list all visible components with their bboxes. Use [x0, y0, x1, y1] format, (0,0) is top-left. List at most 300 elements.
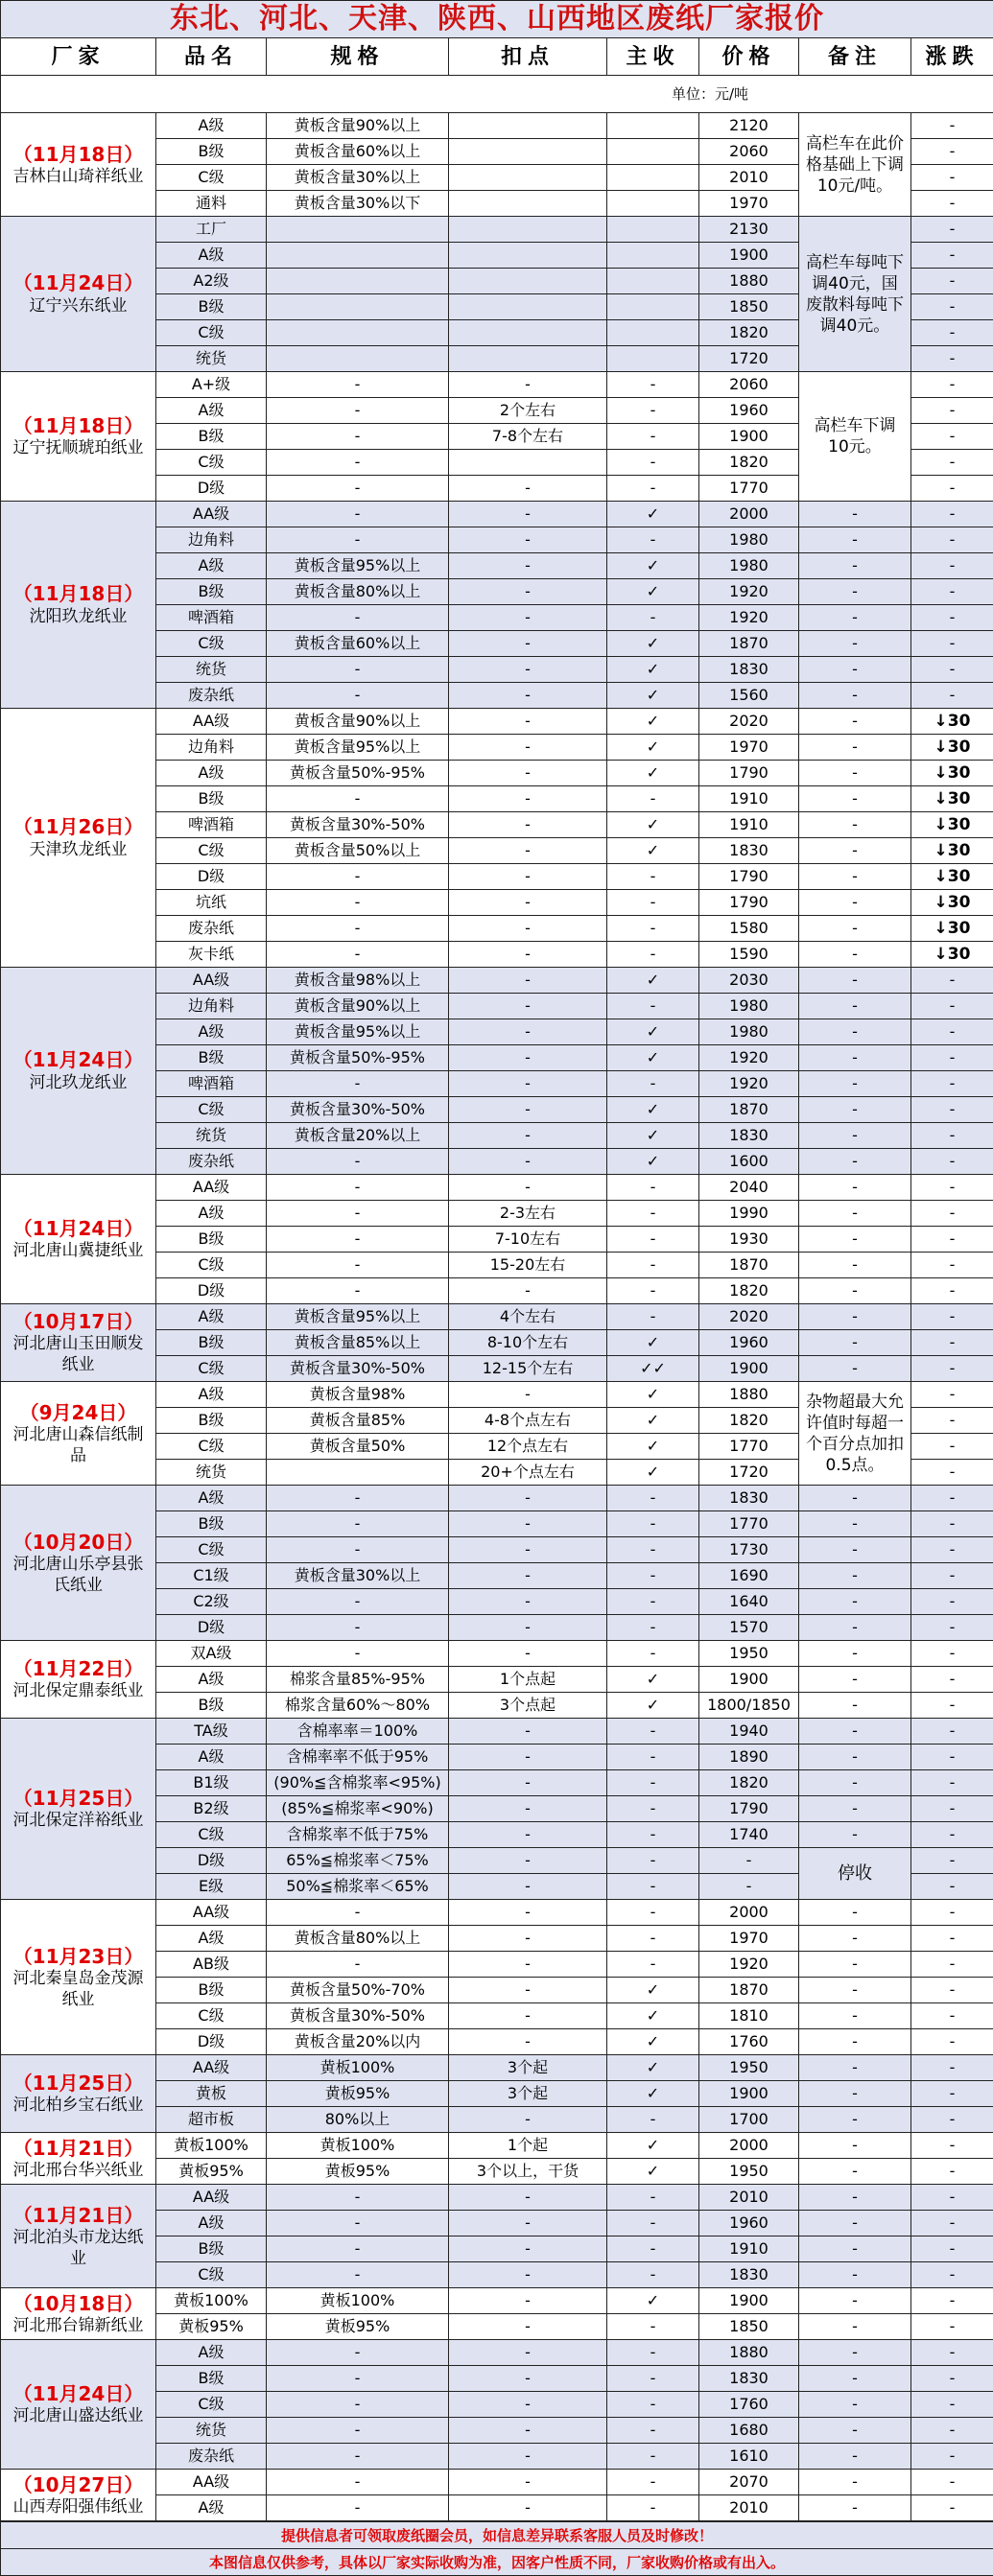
factory-date: （11月23日） — [1, 1945, 155, 1968]
spec-cell: 黄板含量80%以上 — [267, 1926, 449, 1952]
table-row — [1, 2055, 993, 2081]
factory-name: 河北柏乡宝石纸业 — [1, 2095, 155, 2116]
deduct-cell — [449, 450, 607, 476]
note-cell: - — [799, 2029, 911, 2055]
grade-cell: B级 — [156, 786, 267, 812]
spec-cell: 黄板含量98%以上 — [267, 968, 449, 994]
price-cell: 1740 — [699, 1822, 799, 1848]
main-cell: - — [607, 890, 699, 916]
main-cell: - — [607, 398, 699, 424]
main-cell: ✓ — [607, 968, 699, 994]
grade-cell: AA级 — [156, 1175, 267, 1201]
main-cell: ✓ — [607, 579, 699, 605]
deduct-cell: - — [449, 1019, 607, 1045]
factory-cell — [1, 217, 156, 372]
note-cell: - — [799, 1019, 911, 1045]
main-cell: - — [607, 942, 699, 968]
main-cell: ✓ — [607, 709, 699, 735]
spec-cell: 黄板含量50%-95% — [267, 761, 449, 786]
main-cell — [607, 165, 699, 191]
factory-name: 河北玖龙纸业 — [1, 1071, 155, 1094]
main-cell: ✓ — [607, 1382, 699, 1408]
table-row — [1, 1486, 993, 1511]
change-cell: - — [911, 294, 993, 320]
note-cell: 高栏车下调10元。 — [799, 372, 911, 502]
grade-cell: AA级 — [156, 502, 267, 527]
note-cell: - — [799, 502, 911, 527]
main-cell: ✓ — [607, 838, 699, 864]
grade-cell: B级 — [156, 294, 267, 320]
spec-cell: 黄板95% — [267, 2159, 449, 2185]
main-cell: ✓ — [607, 1019, 699, 1045]
spec-cell: 黄板95% — [267, 2081, 449, 2107]
change-cell: - — [911, 1874, 993, 1900]
note-cell: 高栏车在此价格基础上下调10元/吨。 — [799, 113, 911, 217]
factory-cell — [1, 113, 156, 217]
main-cell: ✓ — [607, 2288, 699, 2314]
deduct-cell: - — [449, 1926, 607, 1952]
price-cell: 1850 — [699, 294, 799, 320]
main-cell: - — [607, 1201, 699, 1227]
grade-cell: A级 — [156, 2211, 267, 2236]
grade-cell: 边角料 — [156, 994, 267, 1019]
note-cell: - — [799, 812, 911, 838]
note-cell: - — [799, 1667, 911, 1693]
factory-date: （10月20日） — [1, 1531, 155, 1554]
grade-cell: B2级 — [156, 1796, 267, 1822]
factory-date: （11月24日） — [1, 271, 155, 294]
main-cell: - — [607, 1874, 699, 1900]
column-header: 规格 — [267, 38, 449, 76]
factory-date: （11月24日） — [1, 1217, 155, 1240]
deduct-cell: - — [449, 1537, 607, 1563]
note-cell: - — [799, 1071, 911, 1097]
main-cell — [607, 113, 699, 139]
table-row — [1, 1900, 993, 1926]
note-cell: - — [799, 2081, 911, 2107]
price-cell: 1700 — [699, 2107, 799, 2133]
main-cell: - — [607, 2470, 699, 2495]
note-cell: - — [799, 2288, 911, 2314]
note-cell: - — [799, 1822, 911, 1848]
change-cell: ↓30 — [911, 761, 993, 786]
price-cell: 2010 — [699, 2185, 799, 2211]
note-cell: - — [799, 1097, 911, 1123]
note-cell: - — [799, 1926, 911, 1952]
spec-cell: - — [267, 1537, 449, 1563]
deduct-cell: - — [449, 2003, 607, 2029]
change-cell: - — [911, 1149, 993, 1175]
main-cell: ✓ — [607, 1460, 699, 1486]
spec-cell: 黄板含量30%-50% — [267, 1356, 449, 1382]
change-cell: - — [911, 631, 993, 657]
table-row — [1, 502, 993, 527]
factory-name: 河北邢台锦新纸业 — [1, 2315, 155, 2336]
price-cell: 1960 — [699, 2211, 799, 2236]
spec-cell: - — [267, 2340, 449, 2366]
price-cell: 1930 — [699, 1227, 799, 1253]
main-cell: - — [607, 1175, 699, 1201]
deduct-cell: - — [449, 1848, 607, 1874]
price-cell: 1940 — [699, 1719, 799, 1745]
price-cell: 1720 — [699, 1460, 799, 1486]
price-cell: 1810 — [699, 2003, 799, 2029]
factory-cell — [1, 968, 156, 1175]
main-cell: ✓ — [607, 683, 699, 709]
change-cell: - — [911, 113, 993, 139]
note-cell: - — [799, 1123, 911, 1149]
factory-name: 辽宁兴东纸业 — [1, 294, 155, 317]
note-cell: - — [799, 1304, 911, 1330]
main-cell: ✓ — [607, 2003, 699, 2029]
price-cell: 2040 — [699, 1175, 799, 1201]
grade-cell: 统货 — [156, 1460, 267, 1486]
price-cell: 1820 — [699, 320, 799, 346]
spec-cell: 黄板含量30%-50% — [267, 812, 449, 838]
deduct-cell — [449, 165, 607, 191]
deduct-cell: - — [449, 1511, 607, 1537]
change-cell: - — [911, 2470, 993, 2495]
grade-cell: C级 — [156, 2003, 267, 2029]
grade-cell: A级 — [156, 243, 267, 269]
spec-cell: - — [267, 2211, 449, 2236]
spec-cell: 黄板含量90%以上 — [267, 113, 449, 139]
spec-cell: 含棉率率＝100% — [267, 1719, 449, 1745]
price-cell: 1790 — [699, 761, 799, 786]
factory-cell — [1, 1486, 156, 1641]
change-cell: - — [911, 320, 993, 346]
note-cell: - — [799, 2003, 911, 2029]
main-cell: - — [607, 2366, 699, 2392]
deduct-cell: - — [449, 2444, 607, 2470]
spec-cell: 黄板含量20%以上 — [267, 1123, 449, 1149]
change-cell: ↓30 — [911, 786, 993, 812]
factory-name: 河北泊头市龙达纸业 — [1, 2227, 155, 2269]
price-cell: 1980 — [699, 994, 799, 1019]
change-cell: - — [911, 1511, 993, 1537]
deduct-cell — [449, 113, 607, 139]
deduct-cell: 1个点起 — [449, 1667, 607, 1693]
grade-cell: D级 — [156, 1615, 267, 1641]
grade-cell: 双A级 — [156, 1641, 267, 1667]
factory-name: 河北邢台华兴纸业 — [1, 2160, 155, 2181]
price-cell: - — [699, 1874, 799, 1900]
table-row — [1, 2340, 993, 2366]
price-cell: 2030 — [699, 968, 799, 994]
change-cell: - — [911, 450, 993, 476]
deduct-cell: 7-8个左右 — [449, 424, 607, 450]
grade-cell: C1级 — [156, 1563, 267, 1589]
change-cell: - — [911, 1019, 993, 1045]
note-cell: - — [799, 761, 911, 786]
spec-cell: 50%≦棉浆率＜65% — [267, 1874, 449, 1900]
factory-cell — [1, 709, 156, 968]
price-cell: 1890 — [699, 1745, 799, 1770]
deduct-cell: 3个起 — [449, 2081, 607, 2107]
spec-cell: - — [267, 450, 449, 476]
price-cell: 1900 — [699, 2288, 799, 2314]
grade-cell: B级 — [156, 1693, 267, 1719]
change-cell: - — [911, 398, 993, 424]
main-cell: - — [607, 916, 699, 942]
price-cell: 1720 — [699, 346, 799, 372]
spec-cell: 黄板含量90%以上 — [267, 994, 449, 1019]
change-cell: - — [911, 2211, 993, 2236]
spec-cell: 棉浆含量85%-95% — [267, 1667, 449, 1693]
table-row — [1, 217, 993, 243]
price-cell: 2000 — [699, 502, 799, 527]
change-cell: - — [911, 217, 993, 243]
change-cell: - — [911, 1278, 993, 1304]
price-cell: 1590 — [699, 942, 799, 968]
grade-cell: C2级 — [156, 1589, 267, 1615]
column-header: 价格 — [699, 38, 799, 76]
spec-cell: 黄板含量50%-70% — [267, 1978, 449, 2003]
factory-date: （10月27日） — [1, 2473, 155, 2496]
deduct-cell: - — [449, 2236, 607, 2262]
grade-cell: A2级 — [156, 269, 267, 294]
main-cell: - — [607, 786, 699, 812]
change-cell: - — [911, 1641, 993, 1667]
note-cell: - — [799, 527, 911, 553]
main-cell — [607, 269, 699, 294]
main-cell: - — [607, 1071, 699, 1097]
price-cell: 1820 — [699, 1278, 799, 1304]
main-cell: - — [607, 994, 699, 1019]
main-cell: - — [607, 372, 699, 398]
note-cell: - — [799, 838, 911, 864]
note-cell: - — [799, 2133, 911, 2159]
note-cell: - — [799, 2444, 911, 2470]
factory-cell — [1, 1641, 156, 1719]
change-cell: - — [911, 2495, 993, 2522]
main-cell: ✓ — [607, 2133, 699, 2159]
spec-cell: 黄板含量95%以上 — [267, 553, 449, 579]
change-cell: - — [911, 2392, 993, 2418]
deduct-cell: - — [449, 657, 607, 683]
deduct-cell — [449, 243, 607, 269]
grade-cell: B级 — [156, 579, 267, 605]
table-row — [1, 1304, 993, 1330]
main-cell: ✓ — [607, 1123, 699, 1149]
grade-cell: 统货 — [156, 346, 267, 372]
note-cell: - — [799, 1045, 911, 1071]
main-cell: - — [607, 1641, 699, 1667]
change-cell: - — [911, 1123, 993, 1149]
table-row — [1, 1641, 993, 1667]
spec-cell — [267, 294, 449, 320]
note-cell: - — [799, 968, 911, 994]
page-title: 东北、河北、天津、陕西、山西地区废纸厂家报价 — [1, 1, 993, 38]
grade-cell: B级 — [156, 2366, 267, 2392]
grade-cell: C级 — [156, 1253, 267, 1278]
note-cell: - — [799, 605, 911, 631]
price-cell: 1920 — [699, 579, 799, 605]
grade-cell: 废杂纸 — [156, 916, 267, 942]
note-cell: - — [799, 2055, 911, 2081]
main-cell: - — [607, 2495, 699, 2522]
unit-label: 单位：元/吨 — [1, 76, 993, 113]
price-cell: 1830 — [699, 2262, 799, 2288]
price-cell: 1910 — [699, 2236, 799, 2262]
note-cell: - — [799, 1900, 911, 1926]
factory-name: 山西寿阳强伟纸业 — [1, 2496, 155, 2517]
grade-cell: B级 — [156, 1227, 267, 1253]
deduct-cell: - — [449, 1745, 607, 1770]
spec-cell — [267, 217, 449, 243]
deduct-cell: - — [449, 553, 607, 579]
factory-cell — [1, 2340, 156, 2470]
price-cell: 1820 — [699, 450, 799, 476]
deduct-cell: 2-3左右 — [449, 1201, 607, 1227]
note-cell: - — [799, 1719, 911, 1745]
change-cell: - — [911, 424, 993, 450]
note-cell: - — [799, 2107, 911, 2133]
footer-line: 提供信息者可领取废纸圈会员，如信息差异联系客服人员及时修改！ — [1, 2521, 993, 2549]
main-cell: ✓ — [607, 2159, 699, 2185]
price-cell: 1830 — [699, 2366, 799, 2392]
grade-cell: D级 — [156, 1848, 267, 1874]
spec-cell — [267, 269, 449, 294]
main-cell: - — [607, 476, 699, 502]
grade-cell: B1级 — [156, 1770, 267, 1796]
price-cell: 1800/1850 — [699, 1693, 799, 1719]
note-cell: - — [799, 1175, 911, 1201]
change-cell: - — [911, 2418, 993, 2444]
deduct-cell: - — [449, 942, 607, 968]
factory-cell — [1, 2288, 156, 2340]
change-cell: - — [911, 1227, 993, 1253]
note-cell: - — [799, 1278, 911, 1304]
change-cell: - — [911, 1926, 993, 1952]
deduct-cell: - — [449, 579, 607, 605]
factory-date: （10月18日） — [1, 2292, 155, 2315]
price-cell: 1980 — [699, 527, 799, 553]
note-cell: - — [799, 1537, 911, 1563]
factory-cell — [1, 1382, 156, 1486]
change-cell: ↓30 — [911, 735, 993, 761]
change-cell: - — [911, 1900, 993, 1926]
main-cell: - — [607, 1952, 699, 1978]
change-cell: - — [911, 1304, 993, 1330]
spec-cell: - — [267, 942, 449, 968]
change-cell: - — [911, 1563, 993, 1589]
change-cell: - — [911, 994, 993, 1019]
main-cell: ✓ — [607, 657, 699, 683]
grade-cell: B级 — [156, 1511, 267, 1537]
spec-cell: 黄板含量95%以上 — [267, 1019, 449, 1045]
spec-cell: - — [267, 502, 449, 527]
price-cell: 1900 — [699, 2081, 799, 2107]
change-cell: - — [911, 2288, 993, 2314]
note-cell: - — [799, 2366, 911, 2392]
deduct-cell: - — [449, 1900, 607, 1926]
main-cell: - — [607, 2444, 699, 2470]
main-cell: ✓ — [607, 2055, 699, 2081]
spec-cell: 黄板含量30%以上 — [267, 165, 449, 191]
grade-cell: D级 — [156, 1278, 267, 1304]
spec-cell — [267, 320, 449, 346]
deduct-cell: - — [449, 968, 607, 994]
factory-name: 河北唐山盛达纸业 — [1, 2405, 155, 2426]
change-cell: - — [911, 657, 993, 683]
price-cell: 2130 — [699, 217, 799, 243]
price-cell: 1950 — [699, 1641, 799, 1667]
deduct-cell: - — [449, 1874, 607, 1900]
deduct-cell: - — [449, 1123, 607, 1149]
main-cell: - — [607, 1822, 699, 1848]
spec-cell: 黄板含量50%以上 — [267, 838, 449, 864]
change-cell: - — [911, 502, 993, 527]
note-cell: - — [799, 1486, 911, 1511]
change-cell: - — [911, 2107, 993, 2133]
change-cell: - — [911, 1071, 993, 1097]
grade-cell: TA级 — [156, 1719, 267, 1745]
grade-cell: B级 — [156, 1978, 267, 2003]
change-cell: - — [911, 2133, 993, 2159]
grade-cell: 黄板 — [156, 2081, 267, 2107]
price-cell: 1920 — [699, 1952, 799, 1978]
grade-cell: AA级 — [156, 2470, 267, 2495]
note-cell: - — [799, 2495, 911, 2522]
deduct-cell: - — [449, 1175, 607, 1201]
grade-cell: 边角料 — [156, 735, 267, 761]
spec-cell: - — [267, 1511, 449, 1537]
main-cell: - — [607, 2340, 699, 2366]
change-cell: - — [911, 346, 993, 372]
main-cell: - — [607, 1796, 699, 1822]
spec-cell: - — [267, 372, 449, 398]
main-cell — [607, 139, 699, 165]
note-cell: - — [799, 1641, 911, 1667]
deduct-cell: - — [449, 2418, 607, 2444]
table-row — [1, 709, 993, 735]
grade-cell: A级 — [156, 1926, 267, 1952]
price-cell: 1820 — [699, 1408, 799, 1434]
factory-date: （11月18日） — [1, 143, 155, 166]
spec-cell: - — [267, 605, 449, 631]
deduct-cell: 3个以上，干货 — [449, 2159, 607, 2185]
factory-cell — [1, 2470, 156, 2522]
spec-cell: 黄板含量30%以下 — [267, 191, 449, 217]
deduct-cell: - — [449, 2288, 607, 2314]
main-cell: - — [607, 2107, 699, 2133]
grade-cell: AA级 — [156, 2185, 267, 2211]
note-cell: - — [799, 2418, 911, 2444]
main-cell: - — [607, 1227, 699, 1253]
note-cell: - — [799, 683, 911, 709]
change-cell: - — [911, 1330, 993, 1356]
note-cell: - — [799, 735, 911, 761]
note-cell: - — [799, 2159, 911, 2185]
table-row — [1, 113, 993, 139]
factory-date: （11月25日） — [1, 1787, 155, 1810]
deduct-cell: - — [449, 2340, 607, 2366]
main-cell: - — [607, 1253, 699, 1278]
note-cell: - — [799, 2236, 911, 2262]
change-cell: - — [911, 2340, 993, 2366]
deduct-cell: 15-20左右 — [449, 1253, 607, 1278]
spec-cell: 黄板含量80%以上 — [267, 579, 449, 605]
change-cell: - — [911, 968, 993, 994]
change-cell: - — [911, 1822, 993, 1848]
main-cell: - — [607, 2392, 699, 2418]
main-cell: - — [607, 1926, 699, 1952]
change-cell: - — [911, 1952, 993, 1978]
price-cell: 1920 — [699, 1071, 799, 1097]
spec-cell: - — [267, 916, 449, 942]
deduct-cell: - — [449, 476, 607, 502]
